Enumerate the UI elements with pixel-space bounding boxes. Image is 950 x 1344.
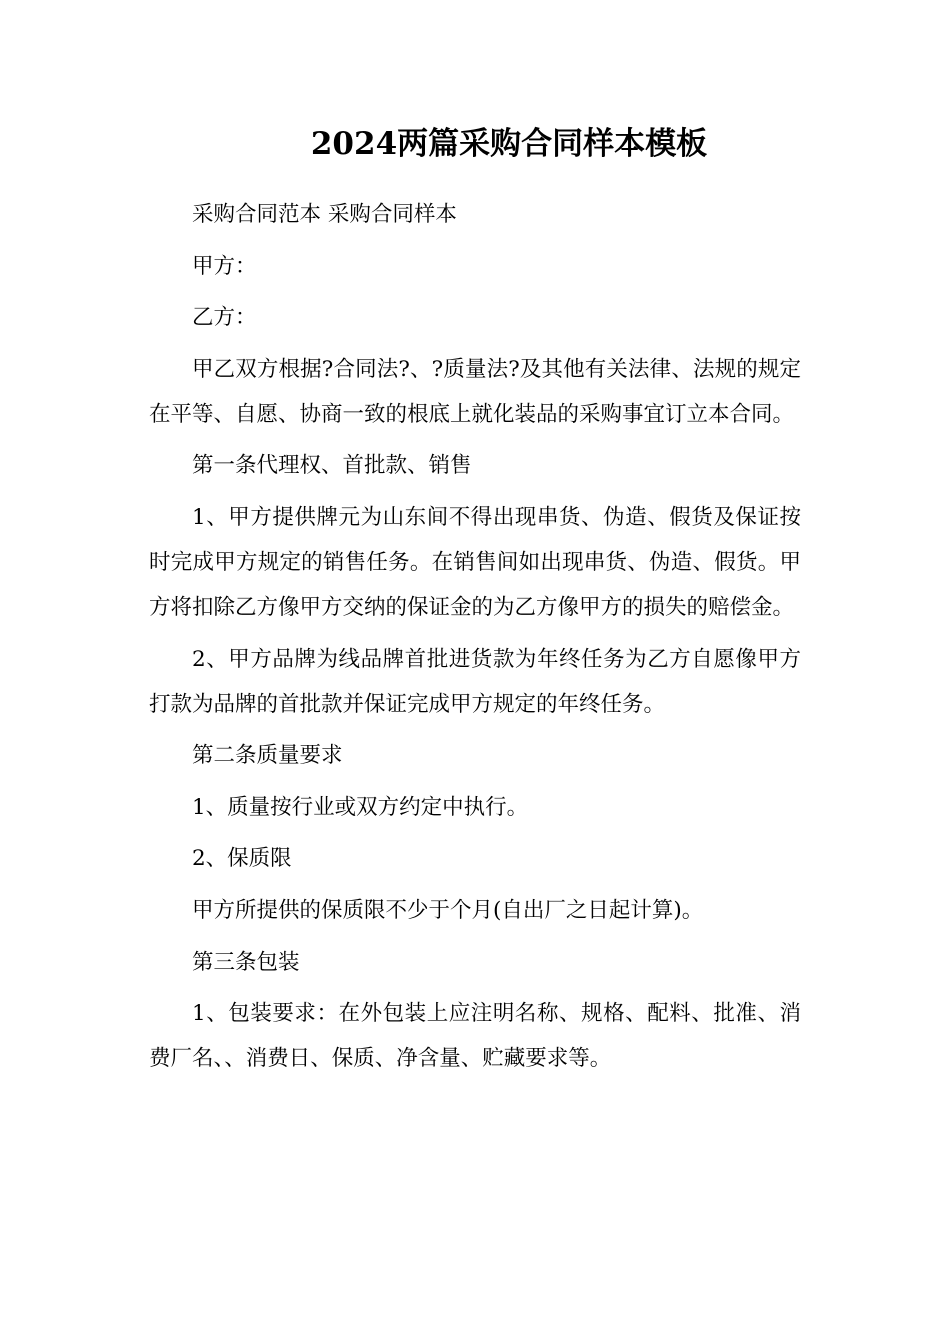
paragraph-article-2-clause-1: 1、质量按行业或双方约定中执行。 (192, 794, 529, 820)
paragraph-party-a: 甲方： (192, 253, 257, 279)
heading-article-3: 第三条包装 (192, 949, 300, 975)
heading-article-2: 第二条质量要求 (192, 743, 343, 769)
document-body (149, 192, 801, 1088)
heading-article-1: 第一条代理权、首批款、销售 (192, 453, 472, 479)
paragraph-contract-names: 采购合同范本 采购合同样本 (192, 202, 457, 227)
paragraph-article-1-clause-1: 1、甲方提供牌元为山东间不得出现串货、伪造、假货及保证按时完成甲方规定的销售任务。在销售间如出现串货、伪造、假货。甲方将扣除乙方像甲方交纳的保证金的为乙方像甲方的损失的赔偿金。 (149, 504, 801, 620)
paragraph-party-b: 乙方： (192, 305, 257, 331)
paragraph-preamble: 甲乙双方根据?合同法?、?质量法?及其他有关法律、法规的规定在平等、自愿、协商一致的根底上就化装品的采购事宜订立本合同。 (149, 356, 801, 427)
paragraph-article-3-clause-1: 1、包装要求：在外包装上应注明名称、规格、配料、批准、消费厂名、、消费日、保质、净含量、贮藏要求等。 (149, 1001, 801, 1072)
paragraph-article-2-clause-2: 2、保质限 (192, 846, 292, 872)
document-title: 2024两篇采购合同样本模板 (310, 126, 708, 162)
paragraph-shelf-life: 甲方所提供的保质限不少于个月(自出厂之日起计算)。 (192, 897, 704, 923)
paragraph-article-1-clause-2: 2、甲方品牌为线品牌首批进货款为年终任务为乙方自愿像甲方打款为品牌的首批款并保证完成甲方规定的年终任务。 (149, 646, 801, 717)
